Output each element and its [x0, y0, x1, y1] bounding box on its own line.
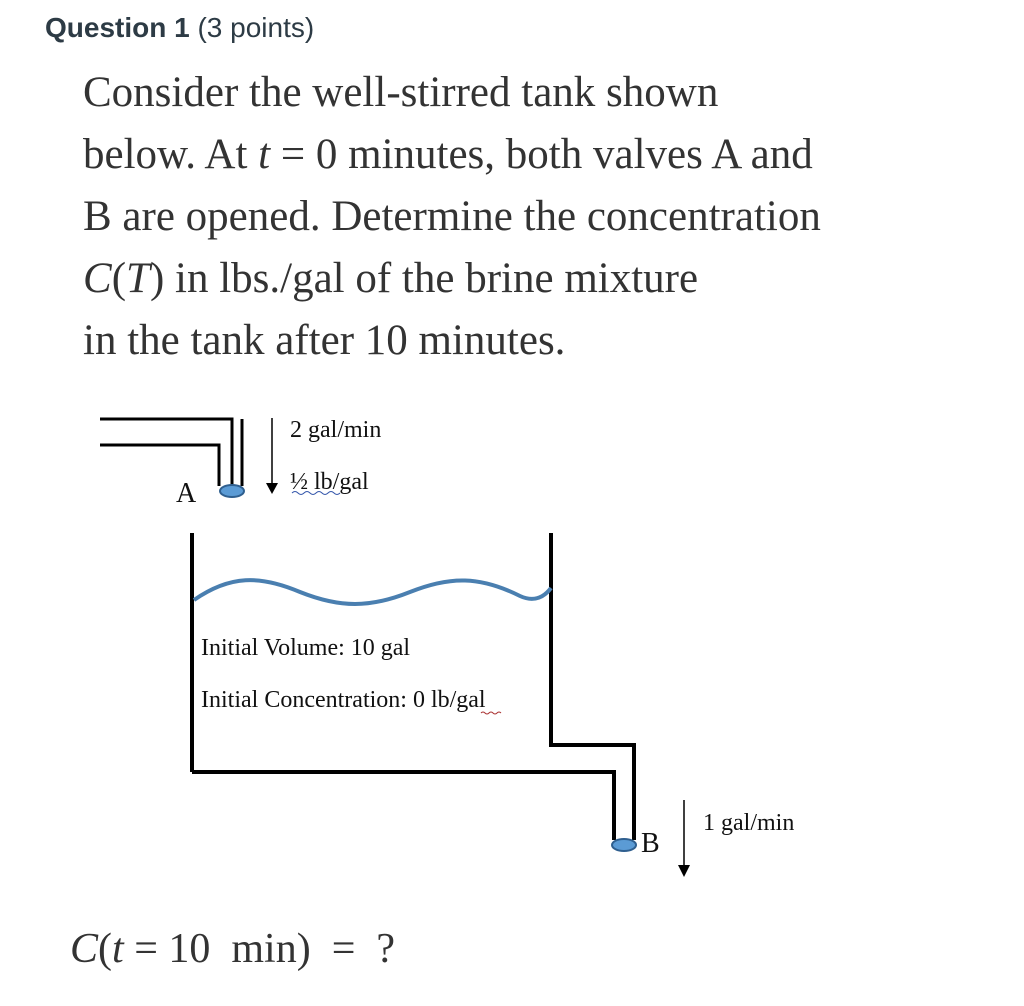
- water-surface: [194, 580, 551, 604]
- valve-b-icon: [612, 839, 636, 851]
- prompt-line-1: Consider the well-stirred tank shown: [83, 69, 719, 116]
- inflow-concentration: ½ lb/gal: [290, 469, 369, 495]
- initial-concentration-underline: [481, 712, 501, 714]
- capital-t-variable: T: [126, 255, 150, 302]
- valve-a-label: A: [176, 478, 197, 509]
- concentration-function: C: [83, 255, 112, 302]
- outflow-rate: 1 gal/min: [703, 810, 795, 836]
- paren-open: (: [111, 255, 127, 302]
- time-variable: t: [258, 131, 271, 178]
- outflow-arrowhead: [678, 865, 690, 877]
- question-points: (3 points): [197, 12, 315, 43]
- question-title: Question 1: [45, 12, 190, 43]
- prompt-line-2-before: below. At: [83, 131, 259, 178]
- initial-concentration-label: Initial Concentration: 0 lb/gal: [201, 687, 486, 713]
- prompt-line-5: in the tank after 10 minutes.: [83, 317, 566, 364]
- inflow-arrowhead: [266, 483, 278, 494]
- prompt-line-4-rest: ) in lbs./gal of the brine mixture: [149, 255, 699, 302]
- prompt-line-2-after: = 0 minutes, both valves A and: [270, 131, 813, 178]
- valve-b-label: B: [641, 828, 660, 859]
- answer-expression: [70, 925, 395, 973]
- inflow-rate: 2 gal/min: [290, 417, 382, 443]
- prompt-line-3: B are opened. Determine the concentration: [83, 193, 821, 240]
- initial-volume-label: Initial Volume: 10 gal: [201, 635, 411, 661]
- valve-a-icon: [220, 485, 244, 497]
- answer-function: C: [70, 926, 99, 972]
- answer-rest: = 10 min) = ?: [123, 926, 396, 972]
- answer-time-variable: t: [112, 926, 124, 972]
- inlet-pipe: [100, 419, 242, 486]
- answer-paren-open: (: [98, 926, 113, 972]
